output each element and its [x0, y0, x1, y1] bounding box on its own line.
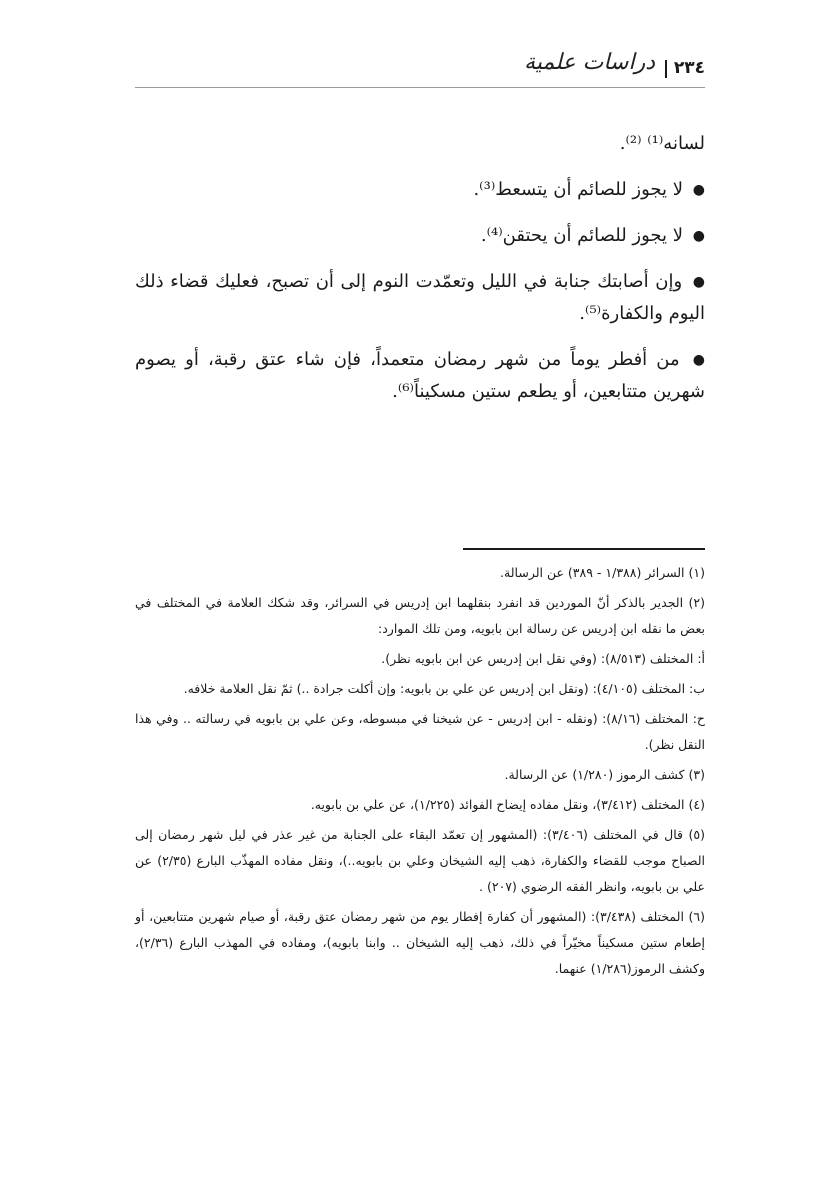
header-rule [135, 87, 705, 88]
paragraph-text: من أفطر يوماً من شهر رمضان متعمداً، فإن شاء عتق رقبة، أو يصوم شهرين متتابعين، أو يطعم ستين مسكيناً⁽⁶⁾. [135, 349, 705, 402]
footnote-separator [463, 548, 705, 550]
paragraph-text: لا يجوز للصائم أن يحتقن⁽⁴⁾. [480, 225, 684, 246]
footnote: (٥) قال في المختلف (٣/٤٠٦): (المشهور إن تعمّد البقاء على الجنابة من غير عذر في ليل شهر رمضان إلى الصباح موجب للقضاء والكفارة، ذهب إليه الشيخان وعلي بن بابويه..)، ونقل مفاده المهذّب البارع (٢/٣٥) عن علي بن بابويه، وانظر الفقه الرضوي (٢٠٧) . [135, 827, 705, 894]
paragraph-text: لسانه⁽¹⁾ ⁽²⁾. [619, 133, 705, 154]
bullet-icon: ● [692, 228, 705, 244]
footnote: أ: المختلف (٨/٥١٣): (وفي نقل ابن إدريس عن ابن بابويه نظر). [381, 651, 705, 666]
footnote: (٤) المختلف (٣/٤١٢)، ونقل مفاده إيضاح الفوائد (١/٢٢٥)، عن علي بن بابويه. [310, 797, 705, 812]
bullet-paragraph [135, 266, 705, 330]
main-text [135, 128, 705, 422]
footnotes [135, 560, 705, 986]
paragraph-text: وإن أصابتك جنابة في الليل وتعمّدت النوم إلى أن تصبح، فعليك قضاء ذلك اليوم والكفارة⁽⁵⁾. [135, 271, 705, 324]
footnote: (١) السرائر (١/٣٨٨ - ٣٨٩) عن الرسالة. [500, 565, 705, 580]
page-header [135, 50, 705, 88]
bullet-icon: ● [692, 274, 705, 290]
bullet-paragraph [135, 344, 705, 408]
footnote: (٣) كشف الرموز (١/٢٨٠) عن الرسالة. [504, 767, 705, 782]
header-separator [665, 60, 667, 78]
bullet-paragraph [135, 220, 705, 252]
footnote: ب: المختلف (٤/١٠٥): (ونقل ابن إدريس عن علي بن بابويه: وإن أكلت جرادة ..) ثمّ نقل العلامة خلافه. [183, 681, 705, 696]
page-number: ٢٣٤ [673, 58, 705, 78]
journal-title-logo: دراسات علمية [524, 50, 655, 75]
footnote: ح: المختلف (٨/١٦): (ونقله - ابن إدريس - عن شيخنا في مبسوطه، وعن علي بن بابويه في رسالته .. وفي هذا النقل نظر). [135, 711, 705, 752]
footnote: (٦) المختلف (٣/٤٣٨): (المشهور أن كفارة إفطار يوم من شهر رمضان عتق رقبة، أو صيام شهرين متتابعين، أو إطعام ستين مسكيناً مخيّراً في ذلك، ذهب إليه الشيخان .. وابنا بابويه)، ومفاده في المهذب البارع (٢/٣٦)، وكشف الرموز(١/٢٨٦) عنهما. [135, 909, 705, 976]
paragraph-text: لا يجوز للصائم أن يتسعط⁽³⁾. [473, 179, 684, 200]
paragraph [135, 128, 705, 160]
bullet-icon: ● [692, 352, 705, 368]
bullet-icon: ● [692, 182, 705, 198]
bullet-paragraph [135, 174, 705, 206]
footnote: (٢) الجدير بالذكر أنّ الموردين قد انفرد بنقلهما ابن إدريس في السرائر، وقد شكك العلامة في المختلف في بعض ما نقله ابن إدريس عن رسالة ابن بابويه، ومن تلك الموارد: [135, 595, 705, 636]
